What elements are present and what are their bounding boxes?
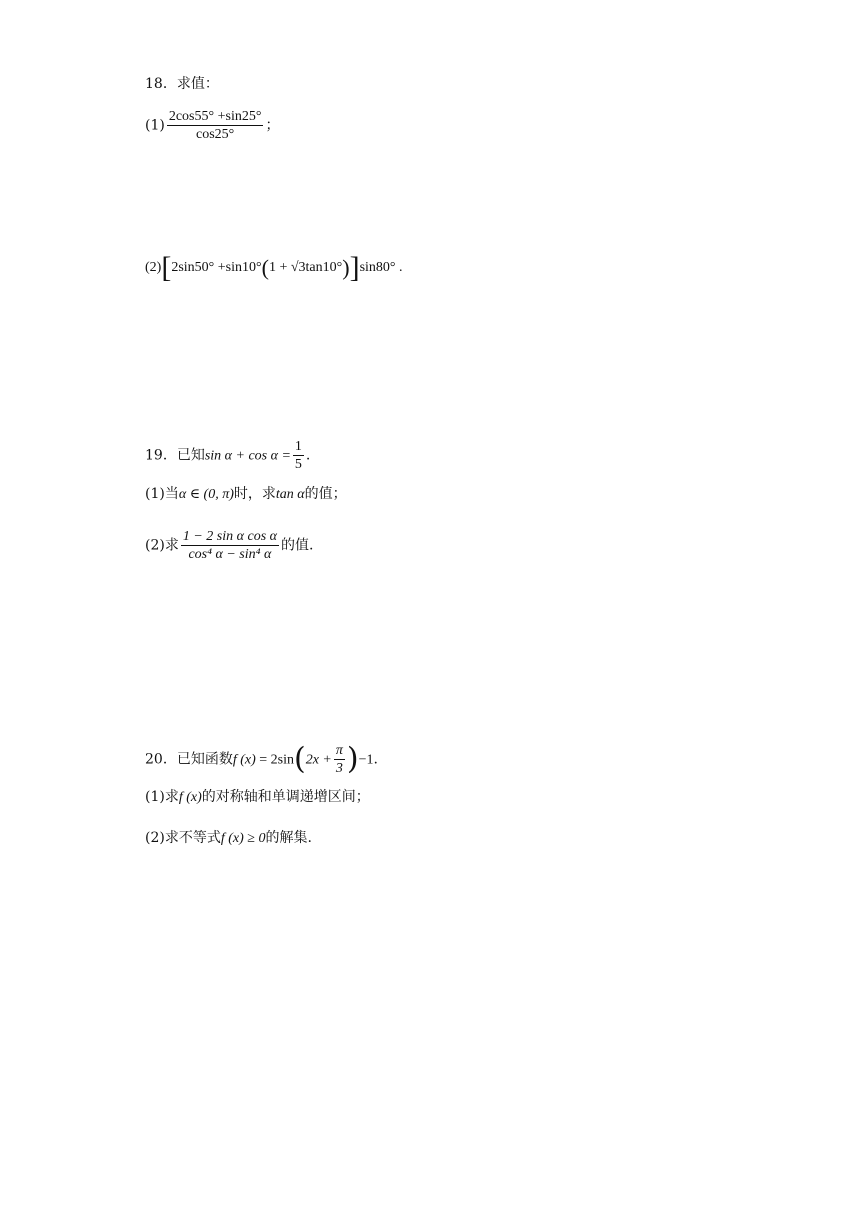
q19-part2-numerator: 1 − 2 sin α cos α bbox=[182, 529, 277, 544]
q20-stem: 20．已知函数f (x) = 2sin(2x + $\frac{\pi}{3}$ )−1. bbox=[145, 741, 378, 777]
q19-part2-end: 的值. bbox=[281, 537, 314, 554]
q18-part1-numerator: 2cos55° +sin25° bbox=[168, 109, 262, 124]
q20-part1-text: 的对称轴和单调递增区间； bbox=[201, 789, 370, 805]
q20-part2 bbox=[145, 828, 312, 849]
q19-part1-label: (1)当 bbox=[145, 486, 179, 502]
q18-part1-denominator: cos25° bbox=[196, 127, 235, 142]
q20-number: 20． bbox=[145, 751, 177, 768]
q19-part2-label: (2)求 bbox=[145, 537, 179, 554]
q20-fx: f (x) bbox=[232, 752, 256, 768]
q18-part2-b: 1 + bbox=[268, 260, 291, 276]
q20-part2-label: (2)求不等式 bbox=[145, 830, 221, 846]
q18-part2-label: (2) bbox=[145, 260, 162, 276]
q18-part1-end: ； bbox=[265, 117, 280, 134]
q18-title: 18．求值： bbox=[145, 76, 219, 92]
q20-fraction bbox=[334, 742, 345, 777]
q18-part2-d: sin80° bbox=[359, 260, 396, 276]
q19-part1 bbox=[145, 484, 347, 505]
q20-frac-den: 3 bbox=[335, 761, 343, 776]
q19-end: . bbox=[305, 447, 311, 464]
q18-part2-end: . bbox=[399, 260, 403, 276]
q19-part2-denominator: cos⁴ α − sin⁴ α bbox=[188, 547, 272, 562]
q20-part1 bbox=[145, 787, 370, 808]
sqrt-icon: √ bbox=[290, 260, 299, 276]
q19-expr: sin α + cos α = bbox=[204, 448, 291, 464]
q19-number: 19． bbox=[145, 447, 177, 464]
q18-part1-fraction bbox=[167, 108, 264, 143]
q19-part1-mid: 时，求 bbox=[233, 486, 276, 502]
q20-end: . bbox=[373, 751, 378, 768]
q19-part2-fraction bbox=[181, 528, 279, 563]
q19-stem bbox=[145, 438, 310, 473]
q18-part1-label: (1) bbox=[145, 117, 165, 134]
q19-frac-num: 1 bbox=[294, 439, 302, 454]
q19-frac-den: 5 bbox=[294, 457, 302, 472]
q18-part2-a: 2sin50° +sin10° bbox=[171, 260, 262, 276]
q19-fraction bbox=[293, 438, 304, 473]
q18-part2: (2)[2sin50° +sin10°(1 + √3tan10°)]sin80° . bbox=[145, 251, 403, 284]
q20-frac-num: π bbox=[335, 743, 343, 758]
q18-part1 bbox=[145, 108, 279, 143]
q20-tail: −1 bbox=[358, 752, 374, 768]
q19-part1-end: 的值； bbox=[304, 486, 347, 502]
q19-part2 bbox=[145, 528, 313, 563]
q20-part2-text: 的解集. bbox=[265, 830, 312, 846]
q20-part2-expr: f (x) ≥ 0 bbox=[220, 831, 266, 846]
q18-part2-c: 3tan10° bbox=[298, 260, 343, 276]
q19-part1-cond: α ∈ (0, π) bbox=[178, 487, 234, 502]
q19-intro: 已知 bbox=[176, 447, 205, 464]
q20-part1-label: (1)求 bbox=[145, 789, 179, 805]
q20-intro: 已知函数 bbox=[176, 751, 233, 768]
q20-part1-fx: f (x) bbox=[178, 790, 202, 805]
q20-eq: = 2sin bbox=[255, 752, 294, 768]
q19-part1-expr: tan α bbox=[275, 487, 305, 502]
q20-inner: 2x + bbox=[305, 752, 332, 768]
